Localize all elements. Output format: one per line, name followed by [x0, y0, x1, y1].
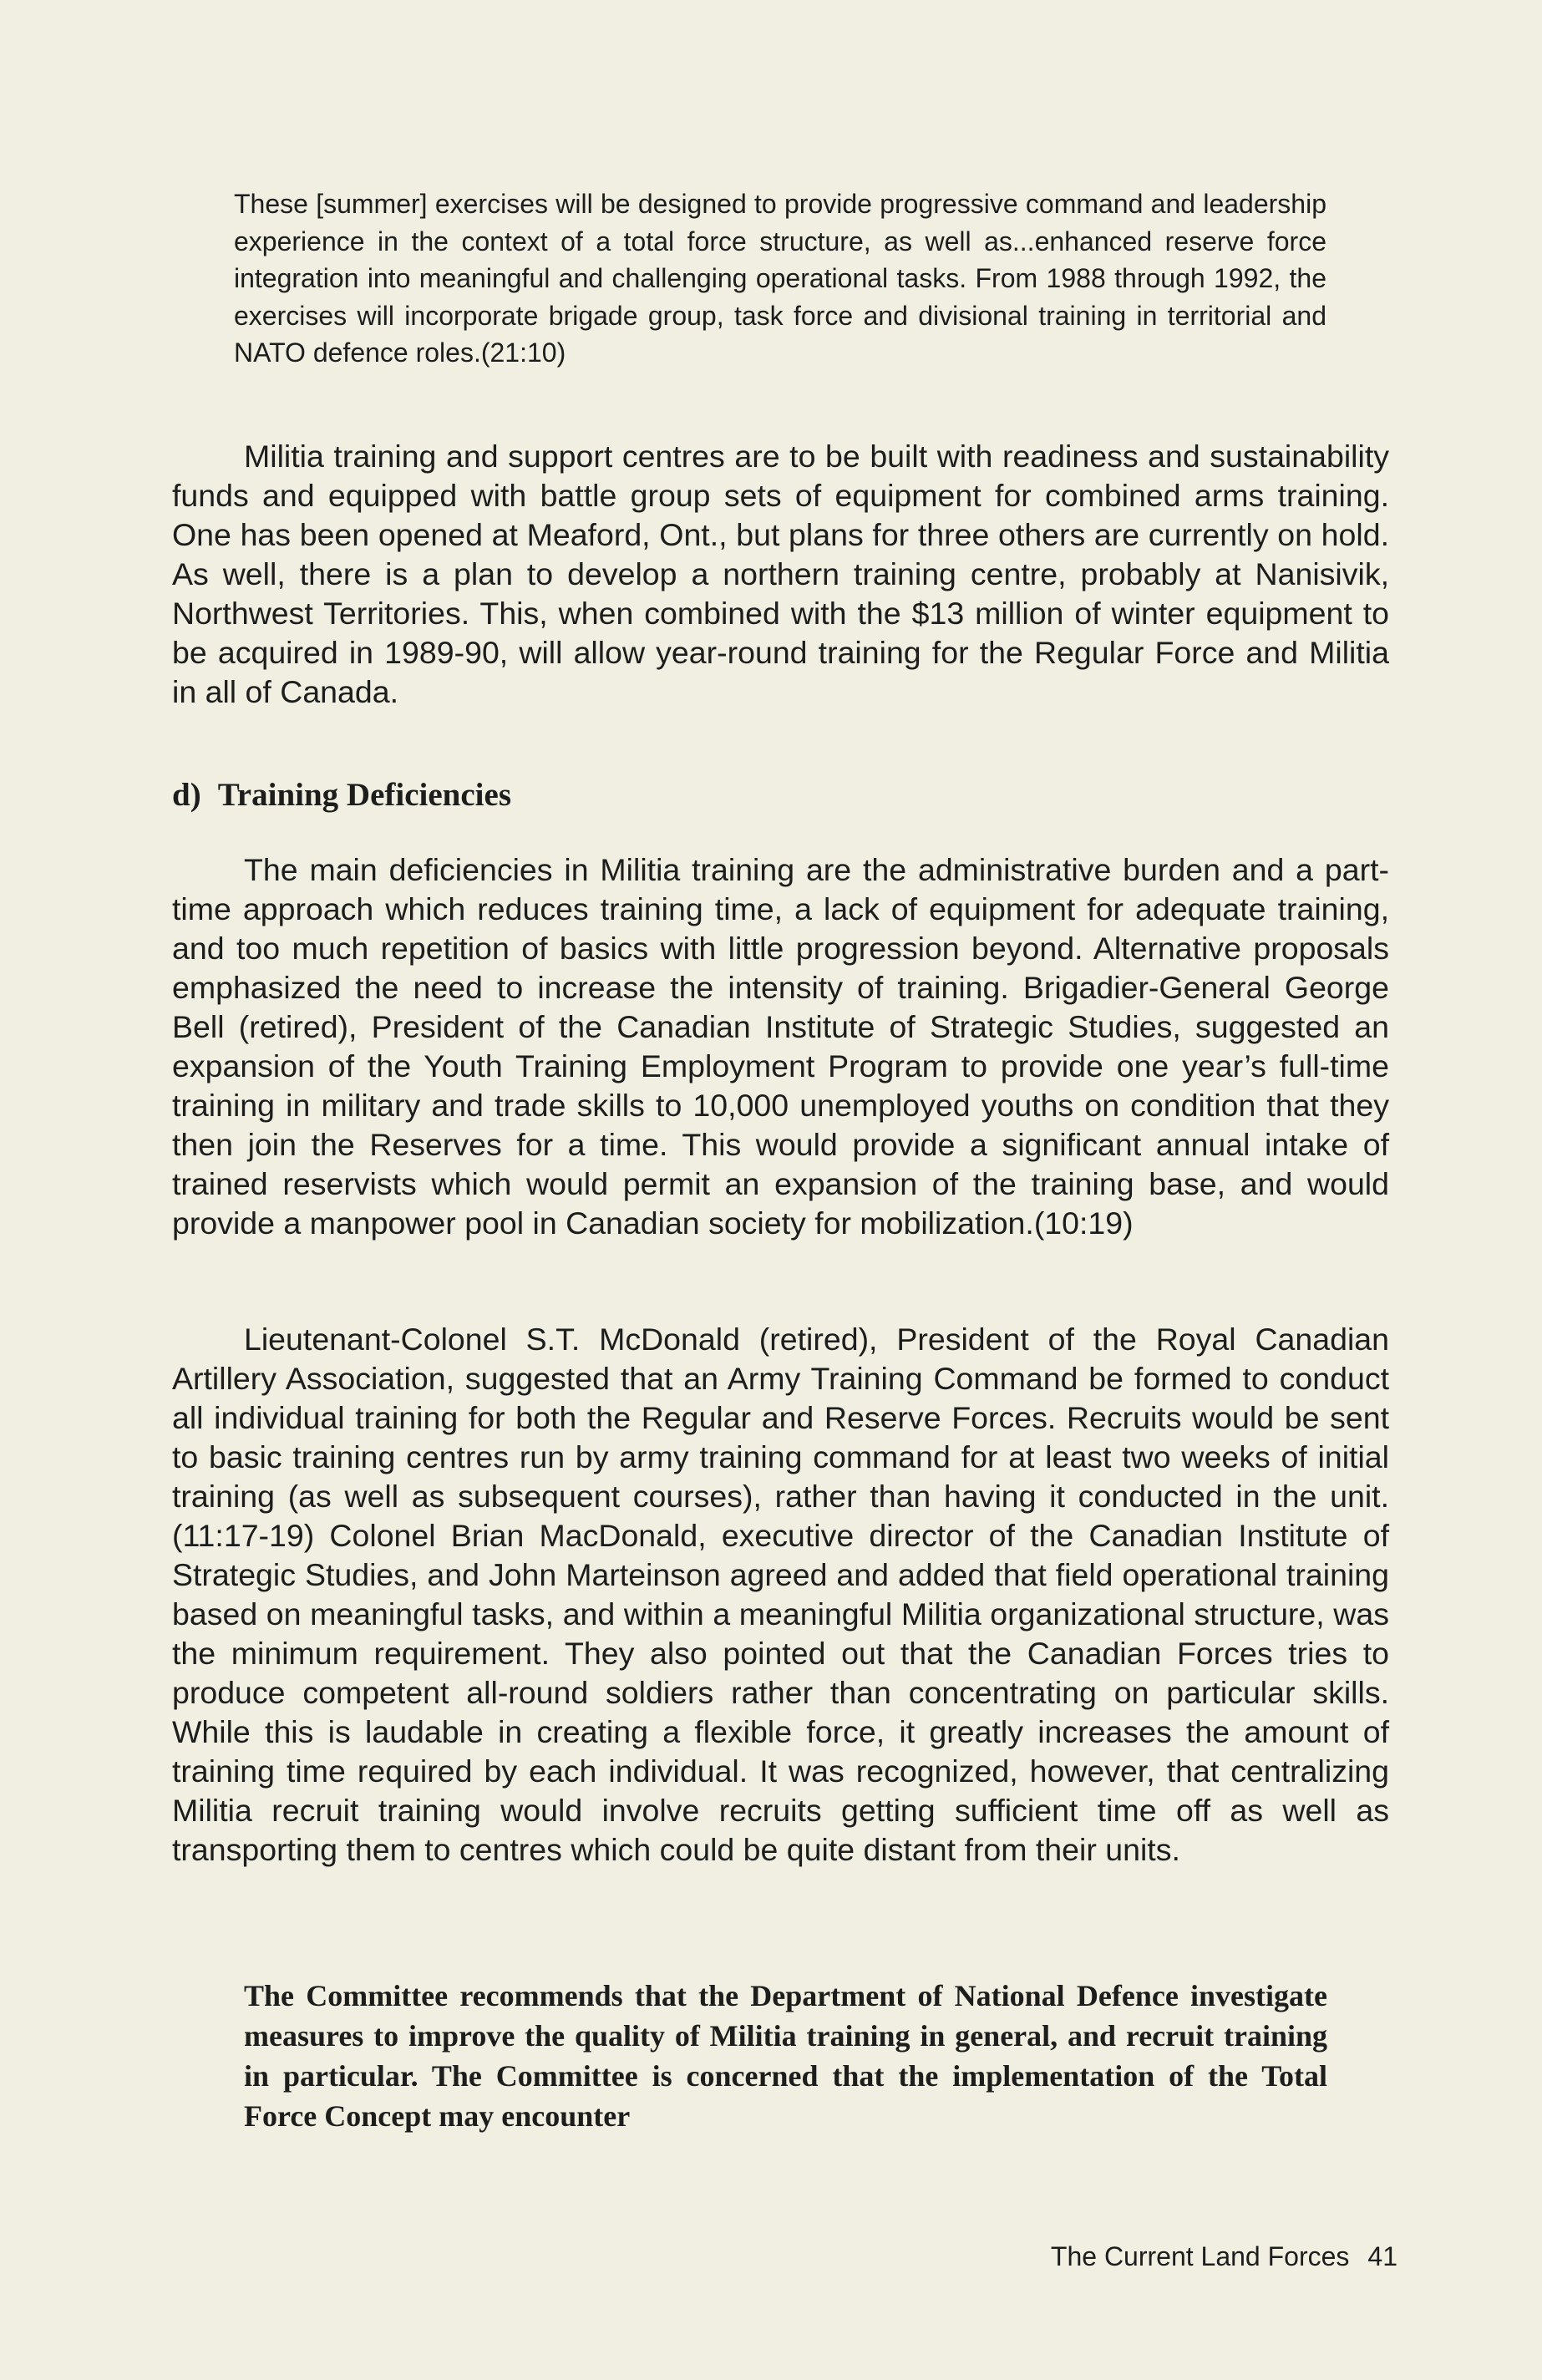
section-heading-title: Training Deficiencies [217, 777, 511, 813]
page-number: 41 [1367, 2241, 1397, 2271]
section-heading-letter: d) [172, 777, 201, 813]
paragraph-militia-training-centres: Militia training and support centres are to be built with readiness and sustainability funds and equipped with battle group sets of equipment for combined arms training. One has been opened at Meaford, Ont., but plans for three others are currently on hold. As well, there is a plan to develop a northern training centre, probably at Nanisivik, Northwest Territories. This, when combined with the $13 million of winter equipment to be acquired in 1989-90, will allow year-round training for the Regular Force and Militia in all of Canada. [172, 439, 1389, 709]
block-quote: These [summer] exercises will be designed to provide progressive command and leadership experience in the context of a total force structure, as well as...enhanced reserve force integration into meaningful and challenging operational tasks. From 1988 through 1992, the exercises will incorporate brigade group, task force and divisional training in territorial and NATO defence roles.(21:10) [234, 189, 1326, 368]
committee-recommendation: The Committee recommends that the Department of National Defence investigate measures to improve the quality of Militia training in general, and recruit training in particular. The Committee is concerned that the implementation of the Total Force Concept may encounter [244, 1979, 1327, 2133]
section-heading [172, 775, 511, 815]
running-title: The Current Land Forces [1050, 2241, 1350, 2271]
paragraph-mcdonald-proposal: Lieutenant-Colonel S.T. McDonald (retired), President of the Royal Canadian Artillery Association, suggested that an Army Training Command be formed to conduct all individual training for both the Regular and Reserve Forces. Recruits would be sent to basic training centres run by army training command for at least two weeks of initial training (as well as subsequent courses), rather than having it conducted in the unit.(11:17-19) Colonel Brian MacDonald, executive director of the Canadian Institute of Strategic Studies, and John Marteinson agreed and added that field operational training based on meaningful tasks, and within a meaningful Militia organizational structure, was the minimum requirement. They also pointed out that the Canadian Forces tries to produce competent all-round soldiers rather than concentrating on particular skills. While this is laudable in creating a flexible force, it greatly increases the amount of training time required by each individual. It was recognized, however, that centralizing Militia recruit training would involve recruits getting sufficient time off as well as transporting them to centres which could be quite distant from their units. [172, 1322, 1389, 1867]
paragraph-training-deficiencies: The main deficiencies in Militia training are the administrative burden and a part-time approach which reduces training time, a lack of equipment for adequate training, and too much repetition of basics with little progression beyond. Alternative proposals emphasized the need to increase the intensity of training. Brigadier-General George Bell (retired), President of the Canadian Institute of Strategic Studies, suggested an expansion of the Youth Training Employment Program to provide one year’s full-time training in military and trade skills to 10,000 unemployed youths on condition that they then join the Reserves for a time. This would provide a significant annual intake of trained reservists which would permit an expansion of the training base, and would provide a manpower pool in Canadian society for mobilization.(10:19) [172, 852, 1389, 1241]
page-footer [1051, 2240, 1397, 2273]
